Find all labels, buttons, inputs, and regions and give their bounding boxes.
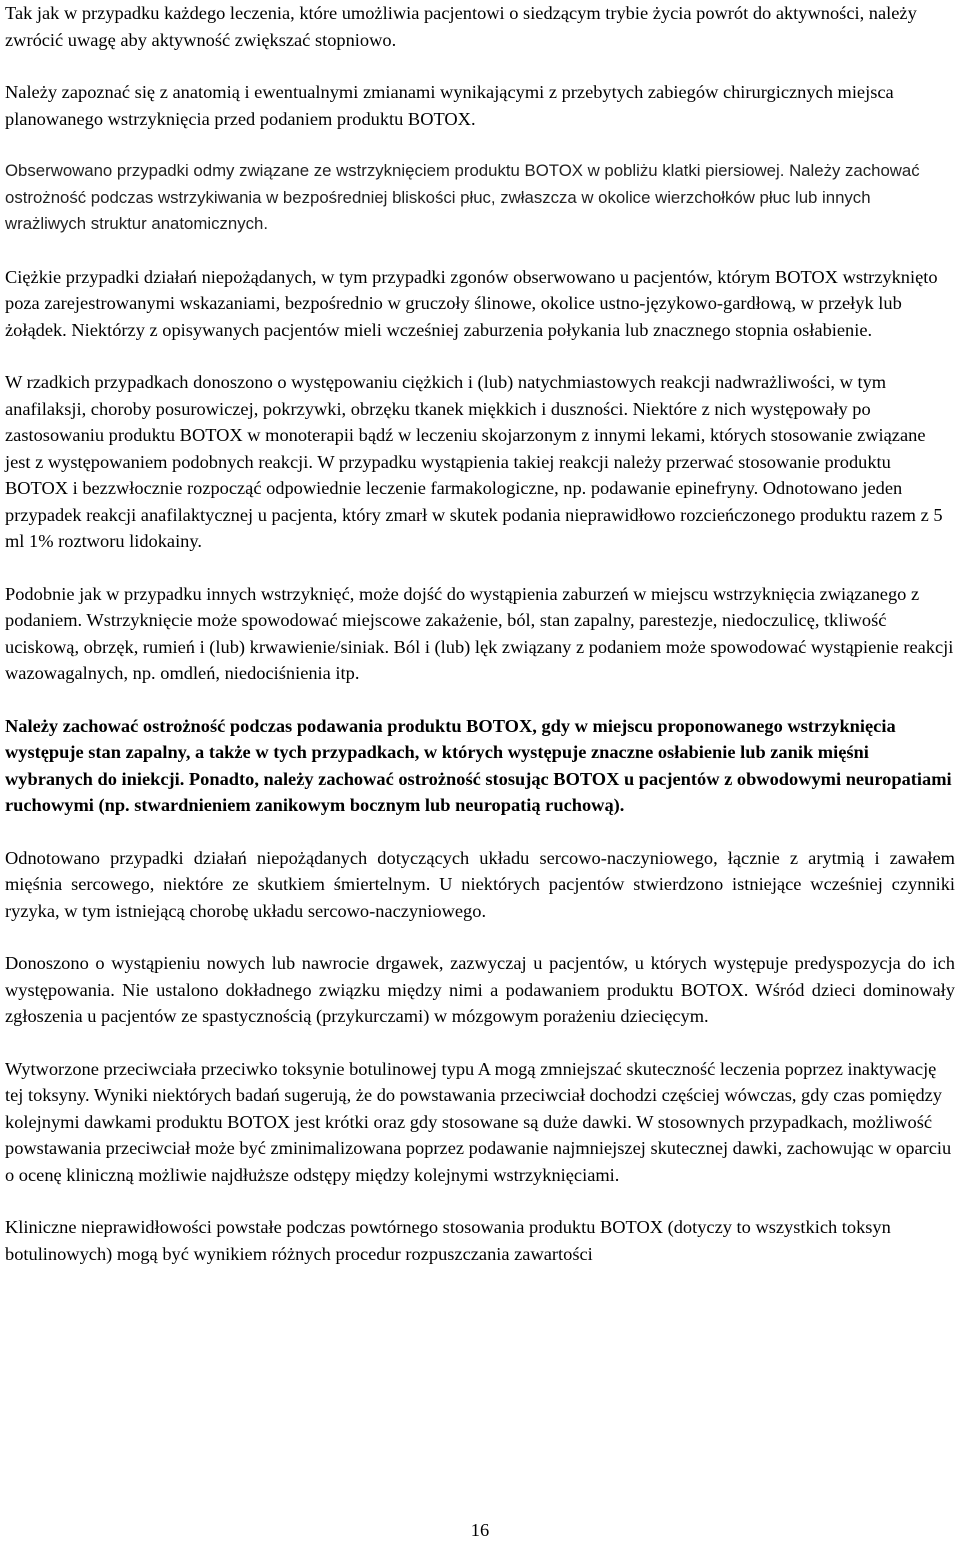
- paragraph-injection-site: Podobnie jak w przypadku innych wstrzyknięć, może dojść do wystąpienia zaburzeń w miejscu wstrzyknięcia związanego z podaniem. Wstrzyknięcie może spowodować miejscowe zakażenie, ból, stan zapalny, parestezje, niedoczulicę, tkliwość uciskową, obrzęk, rumień i (lub) krwawienie/siniak. Ból i (lub) lęk związany z podaniem może spowodować wystąpienie reakcji wazowagalnych, np. omdleń, niedociśnienia itp.: [5, 583, 954, 683]
- paragraph-anatomy: Należy zapoznać się z anatomią i ewentualnymi zmianami wynikającymi z przebytych zabiegów chirurgicznych miejsca planowanego wstrzyknięcia przed podaniem produktu BOTOX.: [5, 82, 894, 129]
- paragraph-cardiovascular: Odnotowano przypadki działań niepożądanych dotyczących układu sercowo-naczyniowego, łącznie z arytmią i zawałem mięśnia sercowego, niektóre ze skutkiem śmiertelnym. U niektórych pacjentów stwierdzono istniejące wcześniej czynniki ryzyka, w tym istniejącą chorobę układu sercowo-naczyniowego.: [5, 847, 955, 921]
- paragraph-hypersensitivity: W rzadkich przypadkach donoszono o występowaniu ciężkich i (lub) natychmiastowych reakcji nadwrażliwości, w tym anafilaksji, choroby posurowiczej, pokrzywki, obrzęku tkanek miękkich i duszności. Niektóre z nich występowały po zastosowaniu produktu BOTOX w monoterapii bądź w leczeniu skojarzonym z innymi lekami, których stosowanie związane jest z występowaniem podobnych reakcji. W przypadku wystąpienia takiej reakcji należy przerwać stosowanie produktu BOTOX i bezzwłocznie rozpocząć odpowiednie leczenie farmakologiczne, np. podawanie epinefryny. Odnotowano jeden przypadek reakcji anafilaktycznej u pacjenta, który zmarł w skutek podania nieprawidłowo rozcieńczonego produktu razem z 5 ml 1% roztworu lidokainy.: [5, 372, 943, 551]
- paragraph-clinical-abnormalities: Kliniczne nieprawidłowości powstałe podczas powtórnego stosowania produktu BOTOX (dotyczy to wszystkich toksyn botulinowych) mogą być wynikiem różnych procedur rozpuszczania zawartości: [5, 1217, 891, 1264]
- paragraph-serious-adverse-events: Ciężkie przypadki działań niepożądanych, w tym przypadki zgonów obserwowano u pacjentów, którym BOTOX wstrzyknięto poza zarejestrowanymi wskazaniami, bezpośrednio w gruczoły ślinowe, okolice ustno-językowo-gardłową, w przełyk lub żołądek. Niektórzy z opisywanych pacjentów mieli wcześniej zaburzenia połykania lub znacznego stopnia osłabienie.: [5, 266, 938, 340]
- page-number: 16: [470, 1520, 490, 1540]
- paragraph-seizures: Donoszono o wystąpieniu nowych lub nawrocie drgawek, zazwyczaj u pacjentów, u których występuje predyspozycja do ich występowania. Nie ustalono dokładnego związku między nimi a podawaniem produktu BOTOX. Wśród dzieci dominowały zgłoszenia u pacjentów ze spastycznością (przykurczami) w mózgowym porażeniu dziecięcym.: [5, 953, 955, 1026]
- document-page: [5, 0, 955, 1293]
- paragraph-activity: Tak jak w przypadku każdego leczenia, które umożliwia pacjentowi o siedzącym trybie życia powrót do aktywności, należy zwrócić uwagę aby aktywność zwiększać stopniowo.: [5, 3, 917, 50]
- paragraph-antibodies: Wytworzone przeciwciała przeciwko toksynie botulinowej typu A mogą zmniejszać skuteczność leczenia poprzez inaktywację tej toksyny. Wyniki niektórych badań sugerują, że do powstawania przeciwciał dochodzi częściej wówczas, gdy czas pomiędzy kolejnymi dawkami produktu BOTOX jest krótki oraz gdy stosowane są duże dawki. W stosownych przypadkach, możliwość powstawania przeciwciał może być zminimalizowana poprzez podawanie najmniejszej skutecznej dawki, zachowując w oparciu o ocenę kliniczną możliwie najdłuższe odstępy między kolejnymi wstrzyknięciami.: [5, 1058, 952, 1185]
- paragraph-caution-bold: Należy zachować ostrożność podczas podawania produktu BOTOX, gdy w miejscu proponowanego wstrzyknięcia występuje stan zapalny, a także w tych przypadkach, w których występuje znaczne osłabienie lub zanik mięśni wybranych do iniekcji. Ponadto, należy zachować ostrożność stosując BOTOX u pacjentów z obwodowymi neuropatiami ruchowymi (np. stwardnieniem zanikowym bocznym lub neuropatią ruchową).: [5, 715, 952, 815]
- paragraph-pneumothorax: Obserwowano przypadki odmy związane ze wstrzyknięciem produktu BOTOX w pobliżu klatki piersiowej. Należy zachować ostrożność podczas wstrzykiwania w bezpośredniej bliskości płuc, zwłaszcza w okolice wierzchołków płuc lub innych wrażliwych struktur anatomicznych.: [5, 161, 920, 233]
